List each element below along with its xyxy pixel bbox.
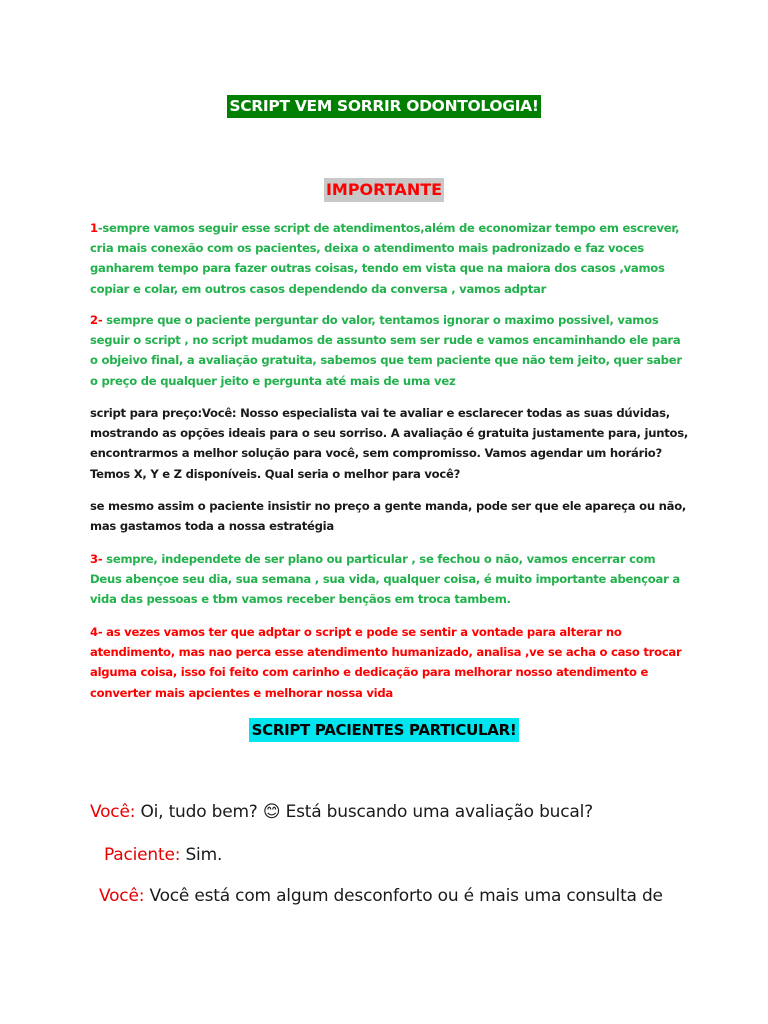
dialog-line-2 bbox=[104, 843, 222, 867]
rule-item-2 bbox=[90, 310, 690, 391]
particular-subtitle: SCRIPT PACIENTES PARTICULAR! bbox=[249, 718, 520, 742]
price-script-paragraph: script para preço:Você: Nosso especialista vai te avaliar e esclarecer todas as suas dúvidas, mostrando as opções ideais para o seu sorriso. A avaliação é gratuita justamente para, juntos, encontrarmos a melhor solução para você, sem compromisso. Vamos agendar um horário? Temos X, Y e Z disponíveis. Qual seria o melhor para você? bbox=[90, 406, 689, 481]
dialog-text: Sim. bbox=[180, 845, 223, 865]
importante-container bbox=[0, 178, 768, 202]
rule-item-4: 4- as vezes vamos ter que adptar o script e pode se sentir a vontade para alterar no atendimento, mas nao perca esse atendimento humanizado, analisa ,ve se acha o caso trocar alguma coisa, isso foi feito com carinho e dedicação para melhorar nosso atendimento e converter mais apcientes e melhorar nossa vida bbox=[90, 625, 682, 700]
rule-1-number: 1 bbox=[90, 221, 98, 235]
dialog-speaker: Paciente: bbox=[104, 845, 181, 865]
title-container bbox=[0, 95, 768, 118]
importante-heading: IMPORTANTE bbox=[324, 178, 444, 202]
rule-item-1 bbox=[90, 218, 690, 299]
rule-1-text: -sempre vamos seguir esse script de atendimentos,além de economizar tempo em escrever, cria mais conexão com os pacientes, deixa o atendimento mais padronizado e faz voces ganharem tempo para fazer outras coisas, tendo em vista que na maiora dos casos ,vamos copiar e colar, em outros casos dependendo da conversa , vamos adptar bbox=[90, 221, 680, 296]
rule-2-number: 2- bbox=[90, 313, 103, 327]
rule-3-number: 3- bbox=[90, 552, 103, 566]
rule-2-text: sempre que o paciente perguntar do valor, tentamos ignorar o maximo possivel, vamos seguir o script , no script mudamos de assunto sem ser rude e vamos encaminhando ele para o objeivo final, a avaliação gratuita, sabemos que tem paciente que não tem jeito, quer saber o preço de qualquer jeito e pergunta até mais de uma vez bbox=[90, 313, 682, 388]
dialog-line-3 bbox=[99, 884, 663, 908]
insist-note-paragraph: se mesmo assim o paciente insistir no preço a gente manda, pode ser que ele apareça ou não, mas gastamos toda a nossa estratégia bbox=[90, 499, 687, 534]
rule-item-3 bbox=[90, 549, 690, 610]
subtitle-container bbox=[0, 718, 768, 742]
dialog-speaker: Você: bbox=[90, 802, 136, 822]
document-title: SCRIPT VEM SORRIR ODONTOLOGIA! bbox=[227, 95, 540, 118]
dialog-line-1 bbox=[90, 800, 593, 824]
dialog-speaker: Você: bbox=[99, 886, 145, 906]
dialog-text: Oi, tudo bem? 😊 Está buscando uma avaliação bucal? bbox=[135, 802, 593, 822]
dialog-text: Você está com algum desconforto ou é mais uma consulta de bbox=[144, 886, 663, 906]
rule-3-text: sempre, independete de ser plano ou particular , se fechou o não, vamos encerrar com Deus abençoe seu dia, sua semana , sua vida, qualquer coisa, é muito importante abençoar a vida das pessoas e tbm vamos receber bençãos em troca tambem. bbox=[90, 552, 680, 607]
